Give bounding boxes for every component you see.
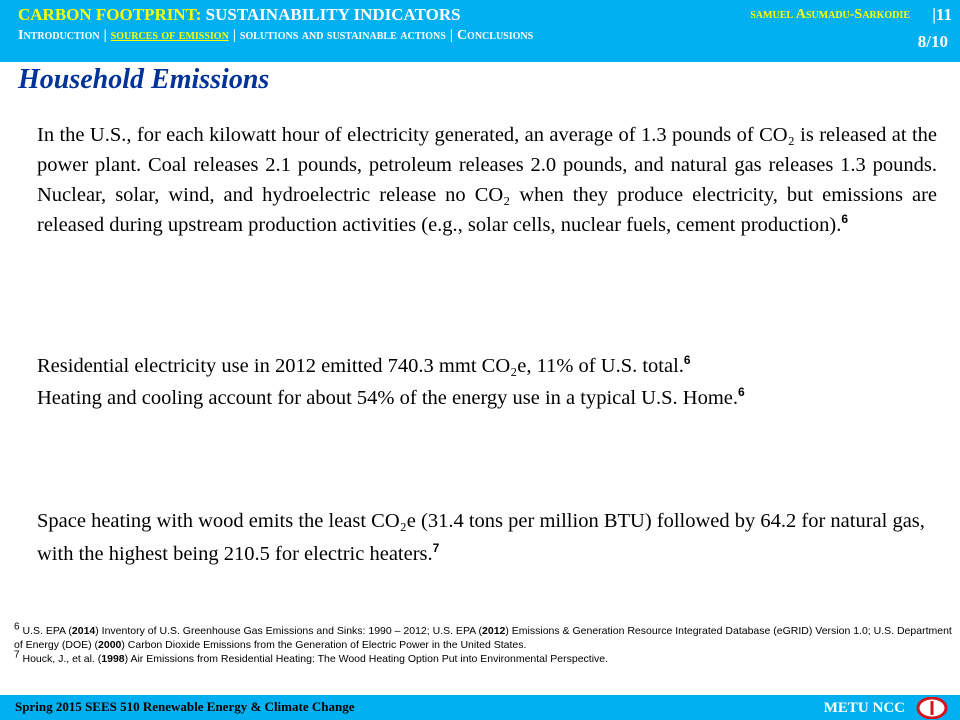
paragraph-text: Heating and cooling account for about 54% of the energy use in a typical U.S. Home. xyxy=(37,387,738,409)
nav-item-sources-of-emission[interactable]: sources of emission xyxy=(110,28,229,43)
footer-bar xyxy=(0,695,960,720)
footnote-marker: 6 xyxy=(14,621,20,633)
footnotes xyxy=(14,621,952,666)
footnote-marker: 7 xyxy=(14,649,20,661)
citation-ref: 6 xyxy=(841,212,849,227)
section-page-indicator: 8/10 xyxy=(917,32,948,51)
paragraph-space-heating xyxy=(37,505,937,571)
heating-cooling-line xyxy=(37,382,937,414)
slide-heading: Household Emissions xyxy=(18,64,270,95)
institution-label: METU NCC xyxy=(823,700,905,716)
nav-separator: | xyxy=(232,28,236,43)
footnote-6: $^6$ U.S. EPA (2014) Inventory of U.S. Greenhouse Gas Emissions and Sinks: 1990 – 2012; U.S. EPA (2012) Emissions & Generation Resource Integrated Database (eGRID) Version 1.0; U.S. Department of Energy (DOE) (2000) Carbon Dioxide Emissions from the Generation of Electric Power in the United States. xyxy=(14,621,952,651)
citation-ref: 6 xyxy=(737,385,745,400)
paragraph-text: In the U.S., for each kilowatt hour of electricity generated, an average of 1.3 pounds of CO₂ is released at the power plant. Coal releases 2.1 pounds, petroleum releases 2.0 pounds, and natural gas releases 1.3 pounds. Nuclear, solar, wind, and hydroelectric release no CO₂ when they produce electricity, but emissions are released during upstream production activities (e.g., solar cells, nuclear fuels, cement production). xyxy=(37,124,937,236)
title-prefix: CARBON FOOTPRINT: xyxy=(18,5,202,24)
citation-ref: 6 xyxy=(683,353,691,368)
paragraph-text: Residential electricity use in 2012 emitted 740.3 mmt CO₂e, 11% of U.S. total. xyxy=(37,355,684,377)
course-label: Spring 2015 SEES 510 Renewable Energy & Climate Change xyxy=(15,699,355,714)
nav-item-introduction[interactable]: Introduction xyxy=(18,28,100,43)
nav-item-solutions[interactable]: solutions and sustainable actions xyxy=(239,28,446,43)
footnote-7: $^7$ Houck, J., et al. (1998) Air Emissions from Residential Heating: The Wood Heating Option Put into Environmental Perspective. xyxy=(14,649,609,665)
paragraph-residential-use xyxy=(37,350,937,414)
paragraph-text: Space heating with wood emits the least CO₂e (31.4 tons per million BTU) followed by 64.2 for natural gas, with the highest being 210.5 for electric heaters. xyxy=(37,510,925,565)
author-name: samuel Asumadu-Sarkodie xyxy=(750,7,910,22)
section-nav xyxy=(18,28,533,44)
slide-number: |11 xyxy=(932,5,952,24)
residential-line xyxy=(37,350,937,382)
metu-logo-icon xyxy=(916,697,948,719)
nav-separator: | xyxy=(103,28,107,43)
nav-item-conclusions[interactable]: Conclusions xyxy=(456,28,534,43)
presentation-title xyxy=(18,5,461,25)
paragraph-electricity-emissions xyxy=(37,120,937,240)
citation-ref: 7 xyxy=(432,541,440,556)
title-rest: SUSTAINABILITY INDICATORS xyxy=(205,5,461,24)
nav-separator: | xyxy=(449,28,453,43)
